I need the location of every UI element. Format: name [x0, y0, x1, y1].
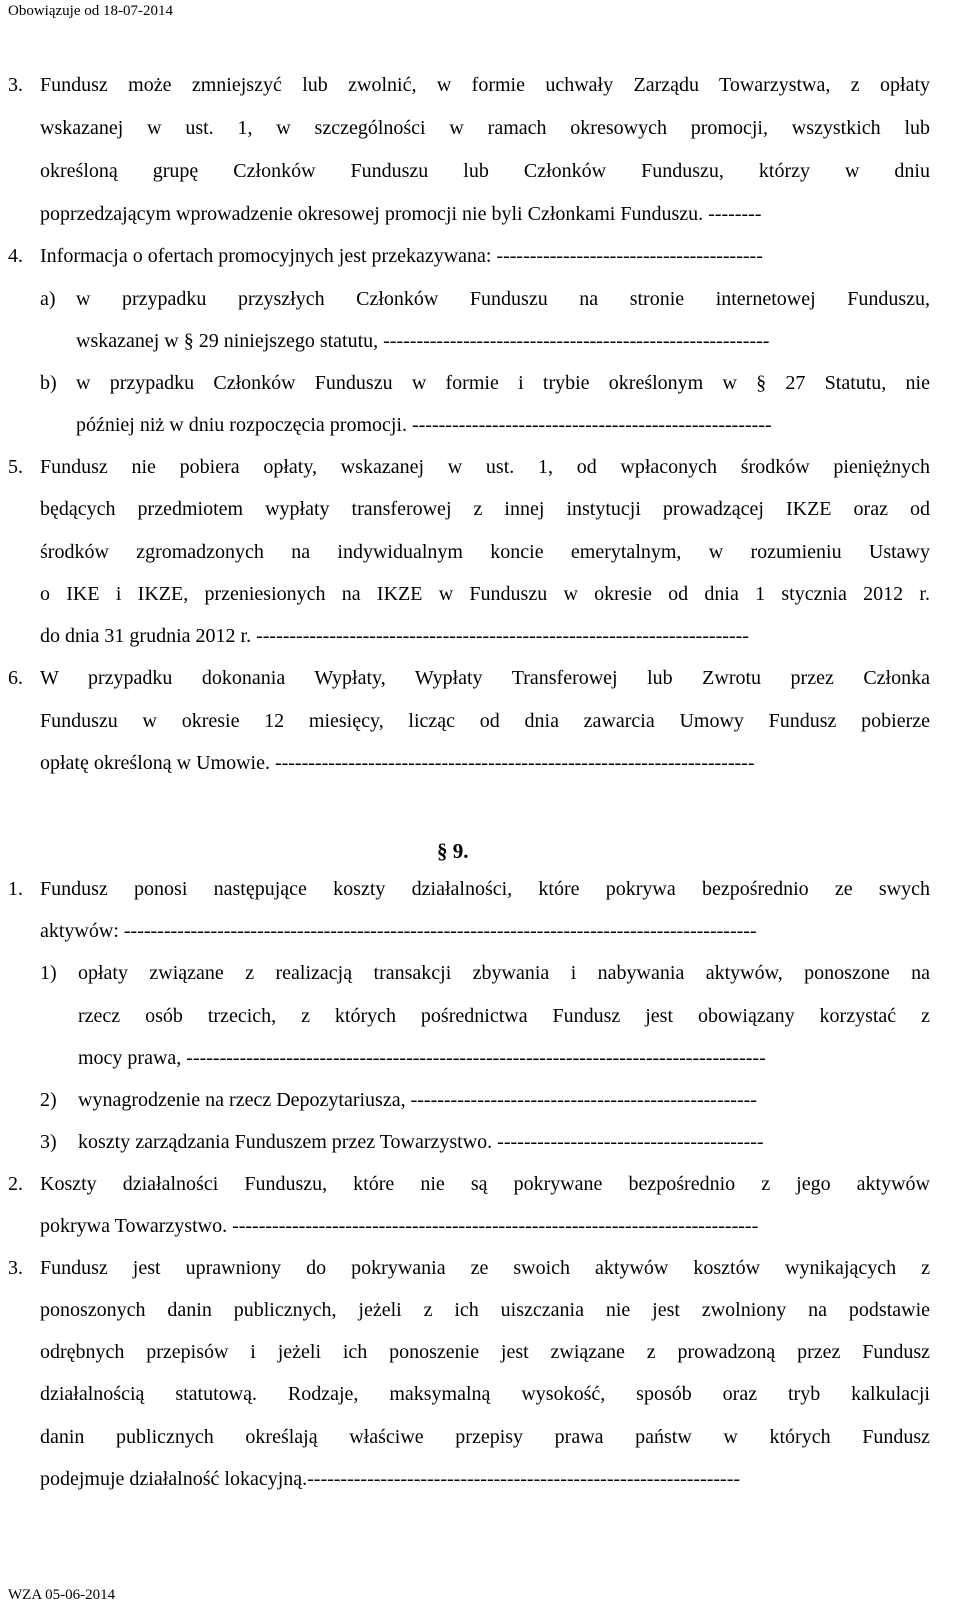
list-item-line: koszty zarządzania Funduszem przez Towarzystwo. ----------------------------------------	[78, 1131, 764, 1153]
list-item-number: 1)	[40, 962, 57, 984]
list-item-line: opłaty związane z realizacją transakcji zbywania i nabywania aktywów, ponoszone na	[78, 962, 930, 984]
paragraph-line: danin publicznych określają właściwe przepisy prawa państw w których Fundusz	[40, 1426, 930, 1448]
list-item-number: 2)	[40, 1089, 57, 1111]
paragraph-line: Fundusz może zmniejszyć lub zwolnić, w formie uchwały Zarządu Towarzystwa, z opłaty	[40, 74, 930, 96]
paragraph-line: będących przedmiotem wypłaty transferowej z innej instytucji prowadzącej IKZE oraz od	[40, 498, 930, 520]
paragraph-line: pokrywa Towarzystwo. -------------------------------------------------------------------------------	[40, 1215, 759, 1237]
list-item-line: wskazanej w § 29 niniejszego statutu, ----------------------------------------------------------	[76, 330, 770, 352]
paragraph-line: środków zgromadzonych na indywidualnym koncie emerytalnym, w rozumieniu Ustawy	[40, 541, 930, 563]
list-item-line: później niż w dniu rozpoczęcia promocji. ------------------------------------------------------	[76, 414, 772, 436]
paragraph-number: 4.	[8, 245, 23, 267]
list-item-line: rzecz osób trzecich, z których pośrednictwa Fundusz jest obowiązany korzystać z	[78, 1005, 930, 1027]
paragraph-line: aktywów: -----------------------------------------------------------------------------------------------	[40, 920, 757, 942]
paragraph-line: odrębnych przepisów i jeżeli ich ponoszenie jest związane z prowadzoną przez Fundusz	[40, 1341, 930, 1363]
paragraph-line: wskazanej w ust. 1, w szczególności w ramach okresowych promocji, wszystkich lub	[40, 117, 930, 139]
paragraph-number: 6.	[8, 667, 23, 689]
paragraph-line: o IKE i IKZE, przeniesionych na IKZE w Funduszu w okresie od dnia 1 stycznia 2012 r.	[40, 583, 930, 605]
list-item-line: wynagrodzenie na rzecz Depozytariusza, ----------------------------------------------------	[78, 1089, 757, 1111]
paragraph-line: Funduszu w okresie 12 miesięcy, licząc od dnia zawarcia Umowy Fundusz pobierze	[40, 710, 930, 732]
section-title: § 9.	[437, 839, 469, 863]
list-item-number: 3)	[40, 1131, 57, 1153]
paragraph-line: Fundusz ponosi następujące koszty działalności, które pokrywa bezpośrednio ze swych	[40, 878, 930, 900]
list-item-letter: b)	[40, 372, 57, 394]
paragraph-line: podejmuje działalność lokacyjną.-----------------------------------------------------------------	[40, 1468, 741, 1490]
page-footer-date: WZA 05-06-2014	[8, 1587, 116, 1603]
paragraph-line: działalnością statutową. Rodzaje, maksymalną wysokość, sposób oraz tryb kalkulacji	[40, 1383, 930, 1405]
list-item-letter: a)	[40, 288, 56, 310]
paragraph-line: ponoszonych danin publicznych, jeżeli z ich uiszczania nie jest zwolniony na podstawie	[40, 1299, 930, 1321]
list-item-line: mocy prawa, ---------------------------------------------------------------------------------------	[78, 1047, 766, 1069]
paragraph-number: 2.	[8, 1173, 23, 1195]
paragraph-line: określoną grupę Członków Funduszu lub Członków Funduszu, którzy w dniu	[40, 160, 930, 182]
paragraph-line: poprzedzającym wprowadzenie okresowej promocji nie byli Członkami Funduszu. --------	[40, 203, 762, 225]
paragraph-line: Fundusz nie pobiera opłaty, wskazanej w ust. 1, od wpłaconych środków pieniężnych	[40, 456, 930, 478]
paragraph-number: 3.	[8, 74, 23, 96]
paragraph-line: W przypadku dokonania Wypłaty, Wypłaty Transferowej lub Zwrotu przez Członka	[40, 667, 930, 689]
list-item-line: w przypadku przyszłych Członków Funduszu na stronie internetowej Funduszu,	[76, 288, 930, 310]
paragraph-line: opłatę określoną w Umowie. ------------------------------------------------------------------------	[40, 752, 755, 774]
paragraph-line: Informacja o ofertach promocyjnych jest przekazywana: ----------------------------------------	[40, 245, 763, 267]
paragraph-number: 3.	[8, 1257, 23, 1279]
paragraph-line: Koszty działalności Funduszu, które nie są pokrywane bezpośrednio z jego aktywów	[40, 1173, 930, 1195]
paragraph-number: 5.	[8, 456, 23, 478]
paragraph-number: 1.	[8, 878, 23, 900]
paragraph-line: Fundusz jest uprawniony do pokrywania ze swoich aktywów kosztów wynikających z	[40, 1257, 930, 1279]
list-item-line: w przypadku Członków Funduszu w formie i trybie określonym w § 27 Statutu, nie	[76, 372, 930, 394]
page-header-date: Obowiązuje od 18-07-2014	[8, 3, 173, 19]
paragraph-line: do dnia 31 grudnia 2012 r. --------------------------------------------------------------------------	[40, 625, 749, 647]
